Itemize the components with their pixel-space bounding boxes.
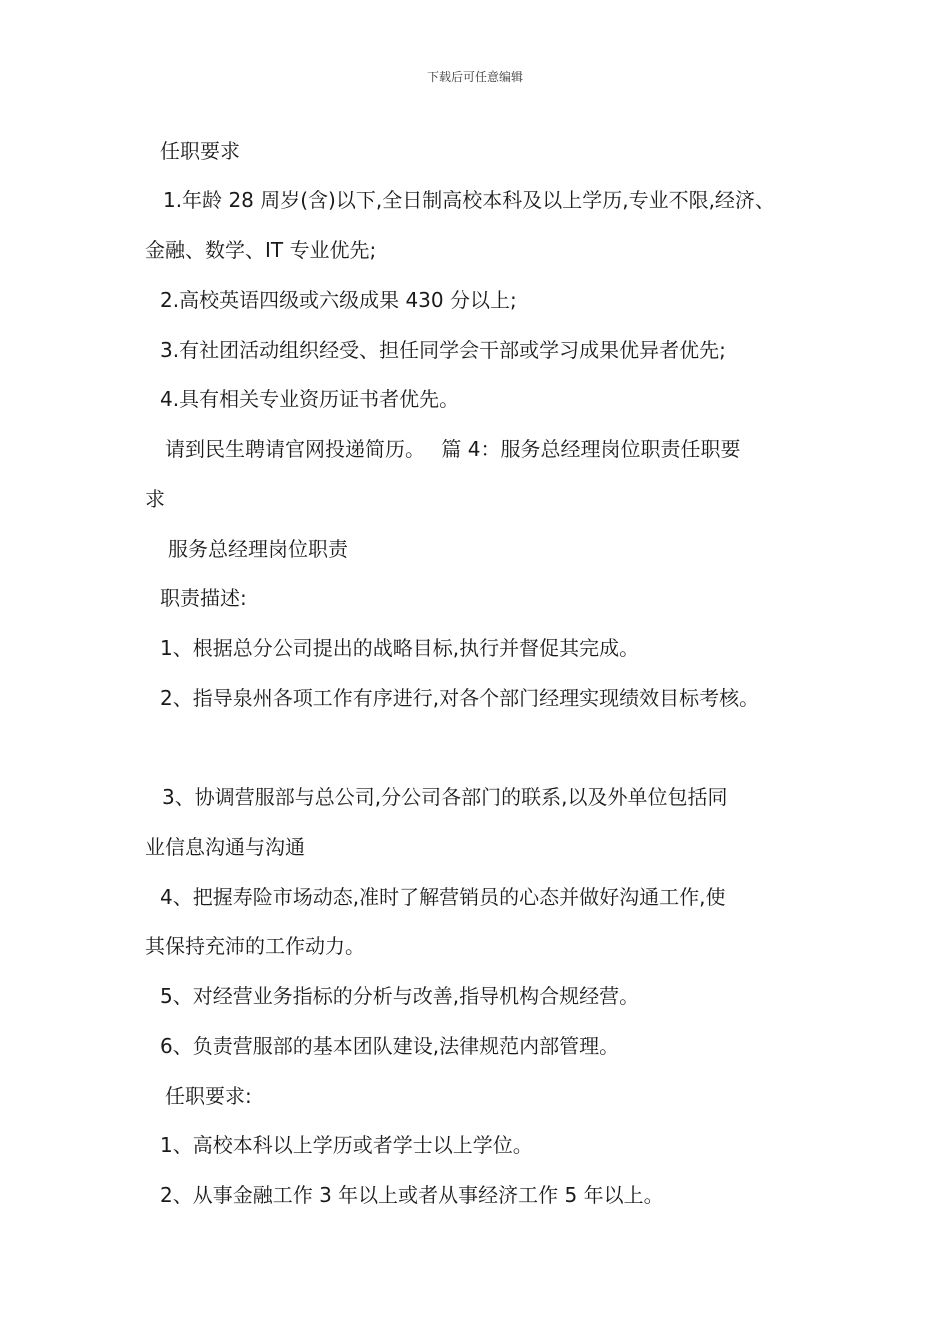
list-item: 6、负责营服部的基本团队建设,法律规范内部管理。	[160, 1034, 620, 1058]
subheading-duty-description: 职责描述:	[160, 586, 247, 610]
paragraph-line: 请到民生聘请官网投递简历。 篇 4：服务总经理岗位职责任职要	[165, 437, 741, 461]
list-item: 2、指导泉州各项工作有序进行,对各个部门经理实现绩效目标考核。	[160, 686, 760, 710]
list-item: 5、对经营业务指标的分析与改善,指导机构合规经营。	[160, 984, 640, 1008]
paragraph-line: 2.高校英语四级或六级成果 430 分以上;	[160, 288, 517, 312]
page-header: 下载后可任意编辑	[426, 70, 523, 84]
list-item: 1、高校本科以上学历或者学士以上学位。	[160, 1133, 533, 1157]
section-heading-requirements: 任职要求	[160, 139, 240, 163]
list-item-continuation: 业信息沟通与沟通	[145, 835, 305, 859]
subheading-requirements: 任职要求:	[165, 1084, 252, 1108]
paragraph-line: 金融、数学、IT 专业优先;	[145, 238, 377, 262]
paragraph-line: 3.有社团活动组织经受、担任同学会干部或学习成果优异者优先;	[160, 338, 726, 362]
list-item: 4、把握寿险市场动态,准时了解营销员的心态并做好沟通工作,使	[160, 885, 726, 909]
paragraph-line: 4.具有相关专业资历证书者优先。	[160, 387, 460, 411]
list-item: 3、协调营服部与总公司,分公司各部门的联系,以及外单位包括同	[162, 785, 728, 809]
paragraph-line: 1.年龄 28 周岁(含)以下,全日制高校本科及以上学历,专业不限,经济、	[163, 188, 775, 212]
list-item-continuation: 其保持充沛的工作动力。	[145, 934, 365, 958]
list-item: 2、从事金融工作 3 年以上或者从事经济工作 5 年以上。	[160, 1183, 664, 1207]
list-item: 1、根据总分公司提出的战略目标,执行并督促其完成。	[160, 636, 640, 660]
section-heading-duties: 服务总经理岗位职责	[168, 537, 348, 561]
paragraph-line: 求	[145, 487, 165, 511]
